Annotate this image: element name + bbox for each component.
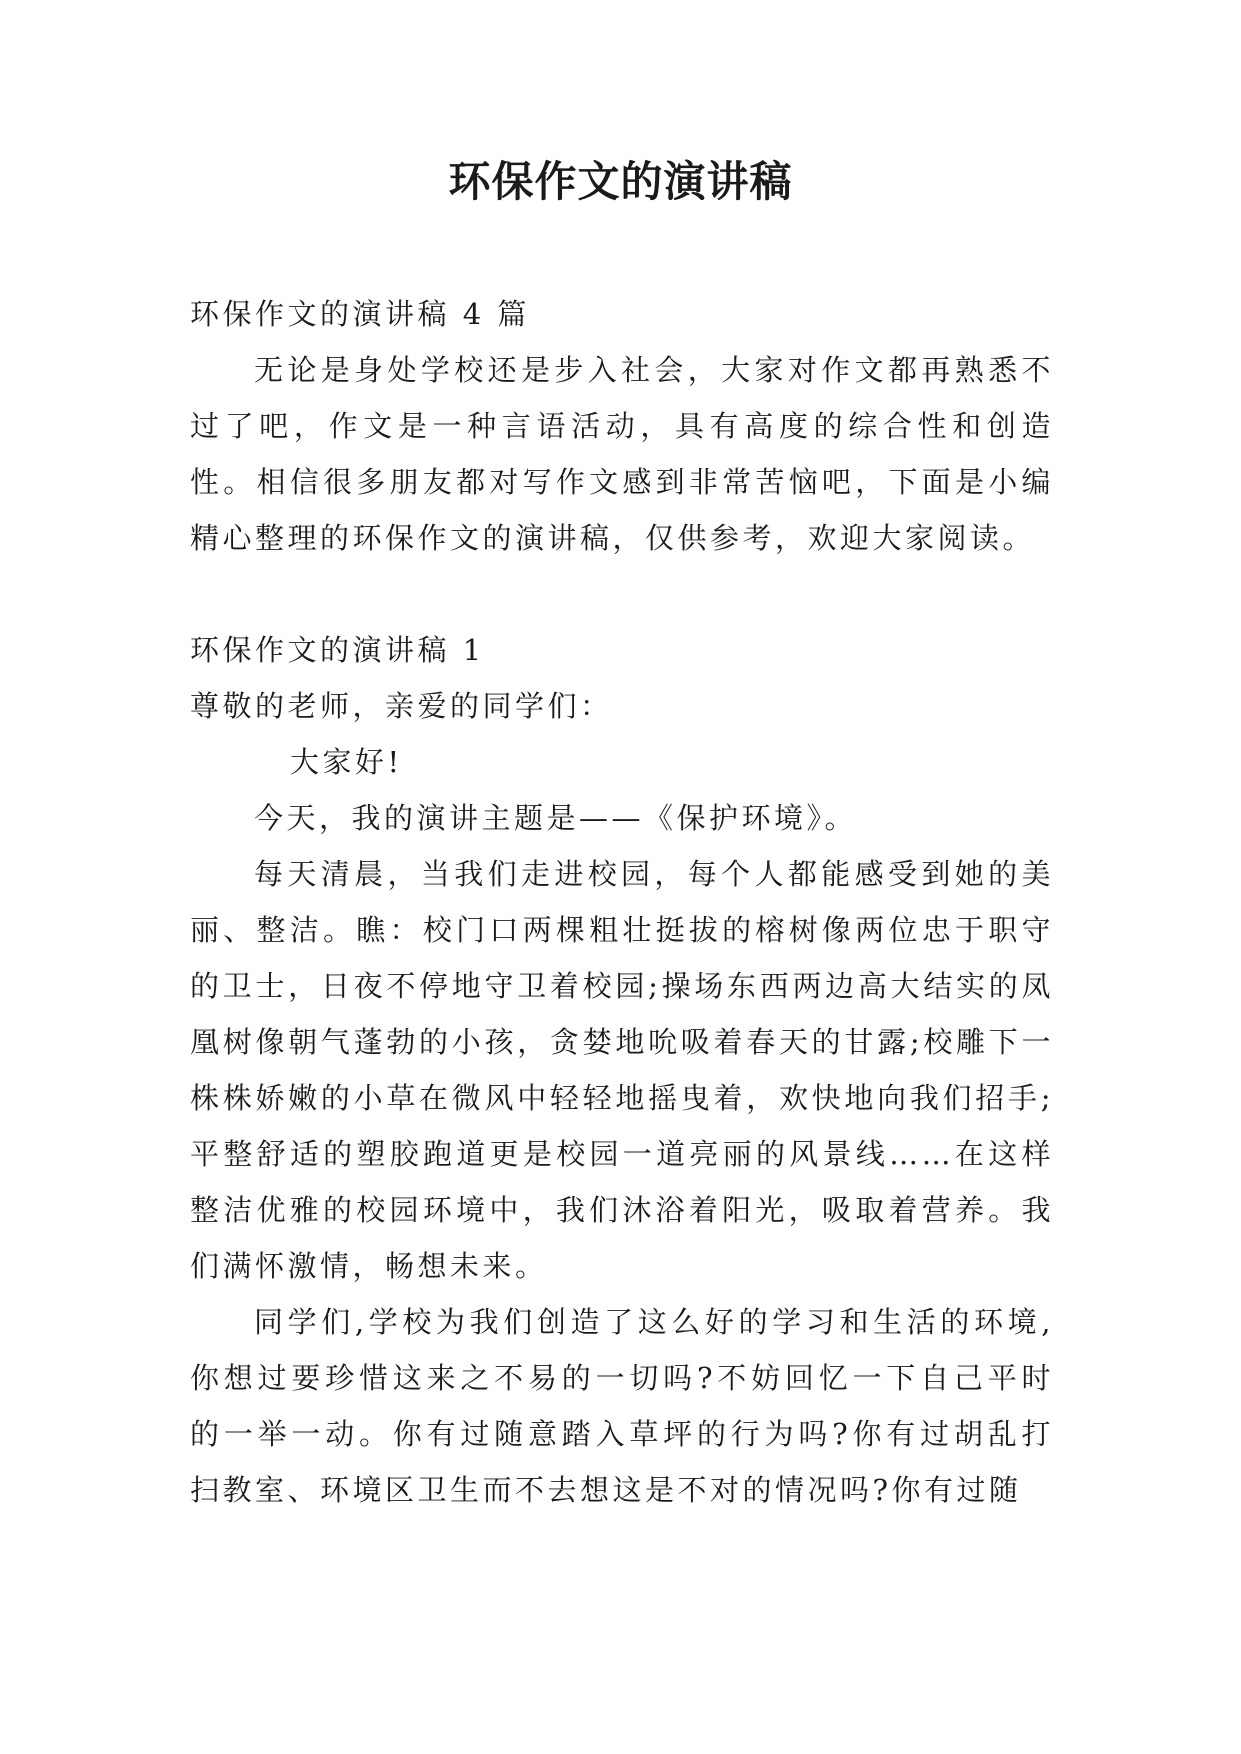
body-paragraph-1: 每天清晨，当我们走进校园，每个人都能感受到她的美丽、整洁。瞧：校门口两棵粗壮挺拔的榕树像两位忠于职守的卫士，日夜不停地守卫着校园;操场东西两边高大结实的凤凰树像朝气蓬勃的小孩，贪婪地吮吸着春天的甘露;校雕下一株株娇嫩的小草在微风中轻轻地摇曳着，欢快地向我们招手;平整舒适的塑胶跑道更是校园一道亮丽的风景线……在这样整洁优雅的校园环境中，我们沐浴着阳光，吸取着营养。我们满怀激情，畅想未来。: [190, 857, 1054, 1283]
section-heading: 环保作文的演讲稿 1: [190, 633, 485, 667]
body-paragraph-2: 同学们,学校为我们创造了这么好的学习和生活的环境,你想过要珍惜这来之不易的一切吗?不妨回忆一下自己平时的一举一动。你有过随意踏入草坪的行为吗?你有过胡乱打扫教室、环境区卫生而不去想这是不对的情况吗?你有过随: [190, 1305, 1054, 1507]
topic-line: 今天，我的演讲主题是——《保护环境》。: [254, 801, 858, 835]
document-title: 环保作文的演讲稿: [448, 157, 793, 206]
intro-paragraph: 无论是身处学校还是步入社会，大家对作文都再熟悉不过了吧，作文是一种言语活动，具有高度的综合性和创造性。相信很多朋友都对写作文感到非常苦恼吧，下面是小编精心整理的环保作文的演讲稿，仅供参考，欢迎大家阅读。: [190, 353, 1054, 555]
document-body: [190, 286, 1054, 1518]
subtitle: 环保作文的演讲稿 4 篇: [190, 297, 530, 331]
blank-line: [190, 566, 1054, 622]
greeting-line: 大家好!: [290, 745, 403, 779]
address-line: 尊敬的老师，亲爱的同学们：: [190, 689, 613, 723]
